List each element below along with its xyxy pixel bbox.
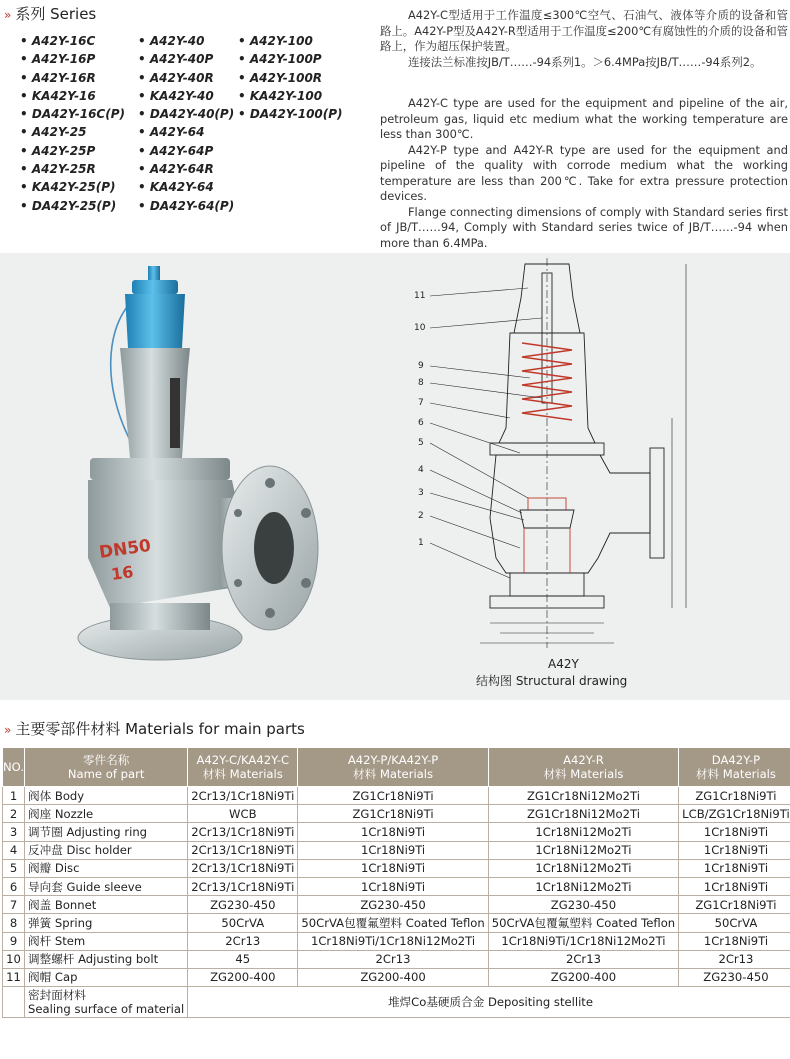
part-number: 8 bbox=[418, 378, 424, 388]
part-number: 5 bbox=[418, 438, 424, 448]
table-cell-name: 阀帽 Cap bbox=[25, 968, 188, 986]
body-marking: 16 bbox=[109, 562, 135, 584]
double-chevron-icon: » bbox=[4, 723, 12, 737]
part-number: 4 bbox=[418, 465, 424, 475]
series-item: • KA42Y-25(P) bbox=[20, 178, 125, 196]
series-heading bbox=[4, 3, 96, 24]
table-row bbox=[3, 932, 790, 950]
table-cell-no: 4 bbox=[3, 841, 25, 859]
table-cell-c3: ZG230-450 bbox=[488, 896, 678, 914]
table-row bbox=[3, 914, 790, 932]
table-row bbox=[3, 950, 790, 968]
table-cell-c3: 1Cr18Ni12Mo2Ti bbox=[488, 841, 678, 859]
table-cell-no: 10 bbox=[3, 950, 25, 968]
table-cell-c1: ZG200-400 bbox=[188, 968, 298, 986]
series-item: • A42Y-100P bbox=[238, 50, 343, 68]
table-cell-c4: ZG230-450 bbox=[679, 968, 790, 986]
series-item: • A42Y-64P bbox=[138, 142, 234, 160]
series-item: • A42Y-25R bbox=[20, 160, 125, 178]
part-number: 9 bbox=[418, 361, 424, 371]
series-item: • A42Y-25P bbox=[20, 142, 125, 160]
series-item: • A42Y-16R bbox=[20, 69, 125, 87]
table-cell-c3: ZG1Cr18Ni12Mo2Ti bbox=[488, 805, 678, 823]
body-marking: DN50 bbox=[97, 535, 153, 563]
series-item: • KA42Y-40 bbox=[138, 87, 234, 105]
description-paragraph: A42Y-C型适用于工作温度≤300℃空气、石油气、液体等介质的设备和管路上。A42Y-P型及A42Y-R型适用于工作温度≤200℃有腐蚀性的介质的设备和管路上，作为超压保护装置。 bbox=[380, 8, 788, 53]
table-cell-c1: 2Cr13/1Cr18Ni9Ti bbox=[188, 859, 298, 877]
header-sub: 材料 Materials bbox=[543, 767, 624, 781]
table-cell-c1: 2Cr13/1Cr18Ni9Ti bbox=[188, 823, 298, 841]
table-cell-name: 反冲盘 Disc holder bbox=[25, 841, 188, 859]
table-cell-c3: 2Cr13 bbox=[488, 950, 678, 968]
series-item: • A42Y-100 bbox=[238, 32, 343, 50]
table-cell-c2: 1Cr18Ni9Ti/1Cr18Ni12Mo2Ti bbox=[298, 932, 488, 950]
header-sub: 材料 Materials bbox=[202, 767, 283, 781]
sealing-value: 堆焊Co基硬质合金 Depositing stellite bbox=[188, 987, 790, 1018]
description-paragraph: Flange connecting dimensions of comply with Standard series first of JB/T……94, Comply with Standard series twice of JB/T……-94 when more than 6.4MPa. bbox=[380, 204, 788, 250]
sealing-label-en: Sealing surface of material bbox=[28, 1002, 185, 1017]
table-cell-no bbox=[3, 987, 25, 1018]
table-row bbox=[3, 896, 790, 914]
materials-table bbox=[2, 747, 790, 1018]
double-chevron-icon: » bbox=[4, 8, 12, 22]
table-cell-c1: 2Cr13/1Cr18Ni9Ti bbox=[188, 841, 298, 859]
description-paragraph: A42Y-P type and A42Y-R type are used for the equipment and pipeline of the quality with corrode medium what the working temperature are less than 200℃. Take for extra pressure protection devices. bbox=[380, 142, 788, 203]
safety-valve-photo bbox=[70, 258, 370, 688]
table-cell-c3: 1Cr18Ni12Mo2Ti bbox=[488, 877, 678, 895]
header-sub: 材料 Materials bbox=[695, 767, 776, 781]
table-row bbox=[3, 968, 790, 986]
series-item: • DA42Y-25(P) bbox=[20, 197, 125, 215]
series-item: • A42Y-64 bbox=[138, 123, 234, 141]
sealing-label bbox=[25, 987, 188, 1018]
materials-heading-text: 主要零部件材料 Materials for main parts bbox=[15, 720, 305, 738]
header-model: A42Y-C/KA42Y-C bbox=[196, 753, 290, 767]
table-cell-c3: ZG200-400 bbox=[488, 968, 678, 986]
series-column-3 bbox=[238, 32, 343, 123]
header-col-4 bbox=[679, 748, 790, 787]
table-cell-no: 2 bbox=[3, 805, 25, 823]
series-item: • A42Y-40R bbox=[138, 69, 234, 87]
table-row bbox=[3, 877, 790, 895]
header-sub: 材料 Materials bbox=[353, 767, 434, 781]
series-item: • A42Y-25 bbox=[20, 123, 125, 141]
outlet-bore bbox=[254, 512, 294, 584]
part-number: 7 bbox=[418, 398, 424, 408]
table-cell-name: 导向套 Guide sleeve bbox=[25, 877, 188, 895]
header-model: A42Y-P/KA42Y-P bbox=[347, 753, 439, 767]
table-cell-name: 阀座 Nozzle bbox=[25, 805, 188, 823]
table-cell-c2: 1Cr18Ni9Ti bbox=[298, 823, 488, 841]
header-no: NO. bbox=[3, 748, 25, 787]
table-cell-c1: 45 bbox=[188, 950, 298, 968]
series-item: • KA42Y-64 bbox=[138, 178, 234, 196]
header-col-1 bbox=[188, 748, 298, 787]
header-part-name-en: Name of part bbox=[67, 767, 145, 781]
series-item: • KA42Y-16 bbox=[20, 87, 125, 105]
header-col-3 bbox=[488, 748, 678, 787]
series-item: • DA42Y-40(P) bbox=[138, 105, 234, 123]
table-cell-c1: 2Cr13/1Cr18Ni9Ti bbox=[188, 877, 298, 895]
table-cell-no: 1 bbox=[3, 787, 25, 805]
series-item: • KA42Y-100 bbox=[238, 87, 343, 105]
structural-drawing bbox=[410, 258, 710, 656]
table-row bbox=[3, 787, 790, 805]
table-cell-c2: ZG200-400 bbox=[298, 968, 488, 986]
table-cell-c4: 50CrVA bbox=[679, 914, 790, 932]
description-chinese bbox=[380, 8, 788, 70]
table-cell-no: 3 bbox=[3, 823, 25, 841]
series-column-1 bbox=[20, 32, 125, 215]
table-cell-c3: ZG1Cr18Ni12Mo2Ti bbox=[488, 787, 678, 805]
description-paragraph: 连接法兰标准按JB/T……-94系列1。＞6.4MPa按JB/T……-94系列2。 bbox=[408, 54, 762, 69]
header-part-name-cn: 零件名称 bbox=[82, 753, 130, 767]
header-model: A42Y-R bbox=[563, 753, 604, 767]
table-cell-c2: 1Cr18Ni9Ti bbox=[298, 859, 488, 877]
table-cell-no: 6 bbox=[3, 877, 25, 895]
series-item: • A42Y-40 bbox=[138, 32, 234, 50]
series-item: • A42Y-16C bbox=[20, 32, 125, 50]
table-cell-c1: 2Cr13/1Cr18Ni9Ti bbox=[188, 787, 298, 805]
table-cell-c2: 50CrVA包覆氟塑料 Coated Teflon bbox=[298, 914, 488, 932]
table-row bbox=[3, 859, 790, 877]
series-column-2 bbox=[138, 32, 234, 215]
table-cell-c4: 1Cr18Ni9Ti bbox=[679, 841, 790, 859]
table-cell-c4: 1Cr18Ni9Ti bbox=[679, 877, 790, 895]
table-row bbox=[3, 823, 790, 841]
cap-ring bbox=[132, 280, 178, 294]
table-cell-c2: 2Cr13 bbox=[298, 950, 488, 968]
description-paragraph: A42Y-C type are used for the equipment and pipeline of the air, petroleum gas, liquid etc medium what the working temperature are less than 300℃. bbox=[380, 96, 788, 141]
drawing-caption: 结构图 Structural drawing bbox=[476, 674, 628, 688]
part-number: 2 bbox=[418, 511, 424, 521]
part-number: 6 bbox=[418, 418, 424, 428]
drawing-label: A42Y bbox=[548, 657, 579, 671]
inlet-neck bbox=[110, 603, 210, 630]
table-cell-c1: WCB bbox=[188, 805, 298, 823]
header-col-2 bbox=[298, 748, 488, 787]
table-cell-c1: ZG230-450 bbox=[188, 896, 298, 914]
description-english bbox=[380, 96, 788, 251]
valve-cap bbox=[125, 294, 185, 348]
table-cell-no: 7 bbox=[3, 896, 25, 914]
part-number: 10 bbox=[414, 323, 426, 333]
table-cell-c3: 1Cr18Ni12Mo2Ti bbox=[488, 859, 678, 877]
table-cell-c3: 50CrVA包覆氟塑料 Coated Teflon bbox=[488, 914, 678, 932]
table-cell-c1: 50CrVA bbox=[188, 914, 298, 932]
table-cell-no: 9 bbox=[3, 932, 25, 950]
table-cell-c4: 1Cr18Ni9Ti bbox=[679, 823, 790, 841]
series-item: • A42Y-100R bbox=[238, 69, 343, 87]
part-number: 3 bbox=[418, 488, 424, 498]
table-header-row bbox=[3, 748, 790, 787]
table-cell-c2: ZG230-450 bbox=[298, 896, 488, 914]
series-item: • A42Y-16P bbox=[20, 50, 125, 68]
table-cell-c3: 1Cr18Ni12Mo2Ti bbox=[488, 823, 678, 841]
series-item: • DA42Y-100(P) bbox=[238, 105, 343, 123]
bonnet-flange bbox=[90, 458, 230, 480]
series-item: • DA42Y-16C(P) bbox=[20, 105, 125, 123]
series-item: • A42Y-64R bbox=[138, 160, 234, 178]
table-cell-no: 8 bbox=[3, 914, 25, 932]
table-cell-c4: ZG1Cr18Ni9Ti bbox=[679, 896, 790, 914]
table-cell-name: 调节圈 Adjusting ring bbox=[25, 823, 188, 841]
table-cell-name: 阀体 Body bbox=[25, 787, 188, 805]
series-heading-text: 系列 Series bbox=[15, 5, 97, 23]
table-cell-c2: 1Cr18Ni9Ti bbox=[298, 877, 488, 895]
sealing-label-cn: 密封面材料 bbox=[28, 988, 86, 1003]
table-row bbox=[3, 841, 790, 859]
series-item: • DA42Y-64(P) bbox=[138, 197, 234, 215]
table-cell-name: 调整螺杆 Adjusting bolt bbox=[25, 950, 188, 968]
table-cell-c3: 1Cr18Ni9Ti/1Cr18Ni12Mo2Ti bbox=[488, 932, 678, 950]
table-cell-c1: 2Cr13 bbox=[188, 932, 298, 950]
part-number: 11 bbox=[414, 291, 426, 301]
table-cell-c2: 1Cr18Ni9Ti bbox=[298, 841, 488, 859]
header-part-name bbox=[25, 748, 188, 787]
table-cell-name: 阀瓣 Disc bbox=[25, 859, 188, 877]
table-cell-no: 11 bbox=[3, 968, 25, 986]
table-cell-name: 阀杆 Stem bbox=[25, 932, 188, 950]
part-number: 1 bbox=[418, 538, 424, 548]
table-cell-name: 弹簧 Spring bbox=[25, 914, 188, 932]
table-cell-c4: LCB/ZG1Cr18Ni9Ti bbox=[679, 805, 790, 823]
table-cell-c4: 2Cr13 bbox=[679, 950, 790, 968]
materials-heading bbox=[4, 718, 305, 739]
sealing-row bbox=[3, 987, 790, 1018]
table-cell-c2: ZG1Cr18Ni9Ti bbox=[298, 805, 488, 823]
table-cell-c2: ZG1Cr18Ni9Ti bbox=[298, 787, 488, 805]
table-cell-name: 阀盖 Bonnet bbox=[25, 896, 188, 914]
table-cell-c4: ZG1Cr18Ni9Ti bbox=[679, 787, 790, 805]
header-model: DA42Y-P bbox=[711, 753, 761, 767]
series-item: • A42Y-40P bbox=[138, 50, 234, 68]
table-cell-no: 5 bbox=[3, 859, 25, 877]
table-cell-c4: 1Cr18Ni9Ti bbox=[679, 932, 790, 950]
nameplate bbox=[170, 378, 180, 448]
table-cell-c4: 1Cr18Ni9Ti bbox=[679, 859, 790, 877]
table-row bbox=[3, 805, 790, 823]
